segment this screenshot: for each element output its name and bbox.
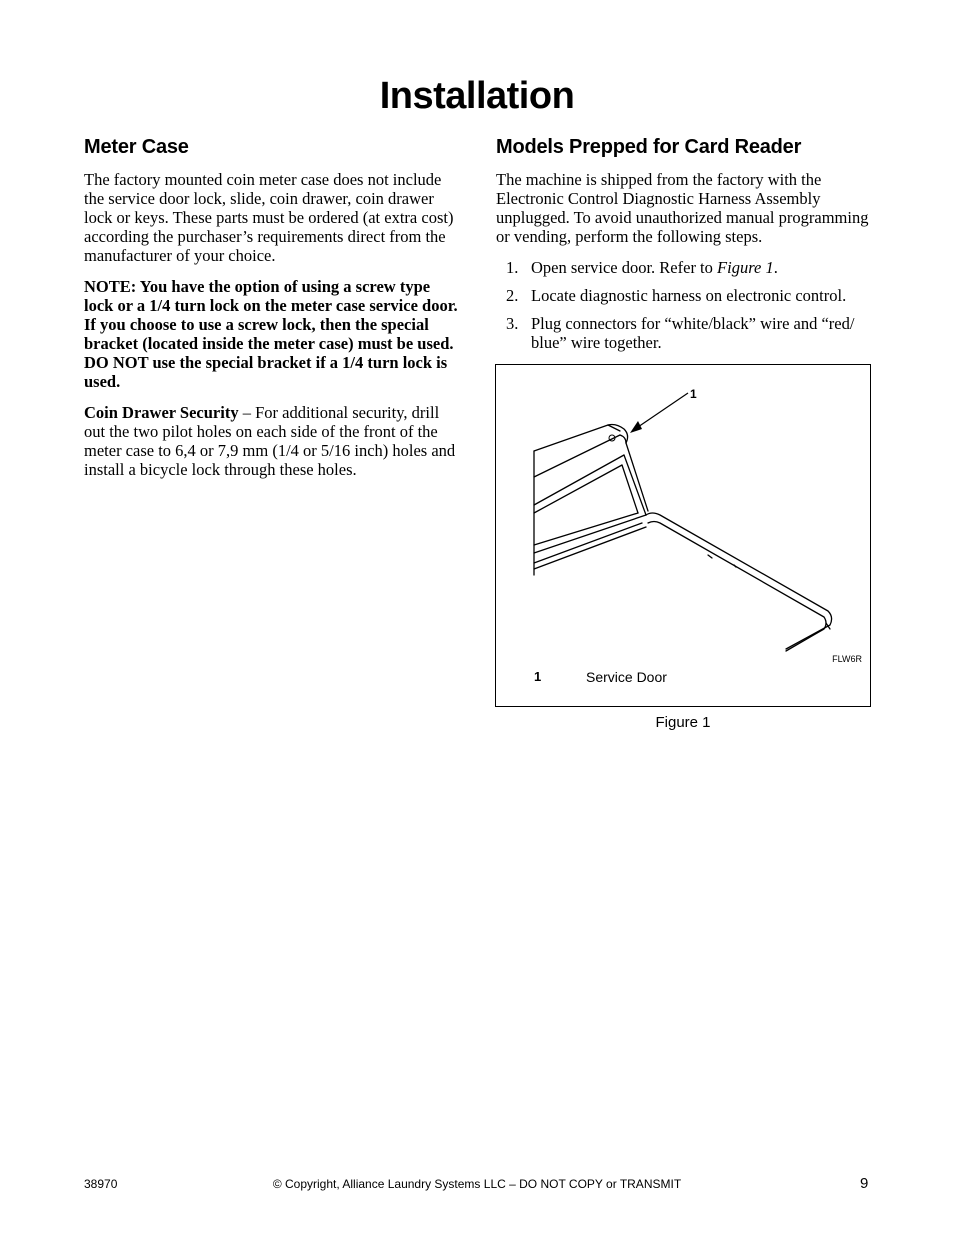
step-item	[496, 286, 876, 305]
step-text-end: .	[773, 258, 778, 277]
card-reader-intro: The machine is shipped from the factory with the Electronic Control Diagnostic Harness Assembly unplugged. To avoid unauthorized manual programming or vending, perform the following steps.	[496, 170, 869, 246]
meter-case-note: NOTE: You have the option of using a screw type lock or a 1/4 turn lock on the meter case service door. If you choose to use a screw lock, then the special bracket (located inside the meter case) must be used. DO NOT use the special bracket if a 1/4 turn lock is used.	[84, 277, 458, 391]
figure-code: FLW6R	[832, 654, 862, 664]
meter-case-paragraph: The factory mounted coin meter case does not include the service door lock, slide, coin drawer, coin drawer lock or keys. These parts must be ordered (at extra cost) according the purchaser’s requirements direct from the manufacturer of your choice.	[84, 170, 454, 265]
legend-number: 1	[534, 669, 542, 684]
steps-list	[496, 258, 876, 352]
step-number: 1.	[506, 258, 519, 277]
coin-drawer-security-lead: Coin Drawer Security	[84, 403, 239, 422]
step-number: 2.	[506, 286, 519, 305]
step-number: 3.	[506, 314, 519, 333]
coin-drawer-security-paragraph	[84, 403, 460, 479]
step-text: Locate diagnostic harness on electronic control.	[531, 286, 847, 305]
step-text: Open service door. Refer to	[531, 258, 718, 277]
page-title: Installation	[379, 75, 575, 117]
footer-doc-number: 38970	[84, 1177, 118, 1191]
figure-reference: Figure 1	[717, 258, 774, 277]
step-item	[496, 314, 876, 352]
figure-caption: Figure 1	[655, 714, 711, 731]
meter-case-heading: Meter Case	[84, 136, 189, 158]
step-item	[496, 258, 876, 277]
card-reader-heading: Models Prepped for Card Reader	[496, 136, 802, 158]
meter-case-section	[84, 134, 460, 491]
step-text: Plug connectors for “white/black” wire and “red/ blue” wire together.	[531, 314, 855, 352]
card-reader-section	[496, 134, 876, 361]
figure-box	[495, 364, 871, 707]
legend-label: Service Door	[586, 669, 667, 685]
callout-number: 1	[690, 387, 697, 401]
service-door-illustration	[496, 365, 870, 706]
footer-page-number: 9	[860, 1175, 869, 1192]
coin-drawer-security-text: – For additional security, drill out the two pilot holes on each side of the front of the meter case to 6,4 or 7,9 mm (1/4 or 5/16 inch) holes and install a bicycle lock through these holes.	[84, 403, 456, 479]
footer-copyright: © Copyright, Alliance Laundry Systems LLC – DO NOT COPY or TRANSMIT	[272, 1177, 682, 1191]
